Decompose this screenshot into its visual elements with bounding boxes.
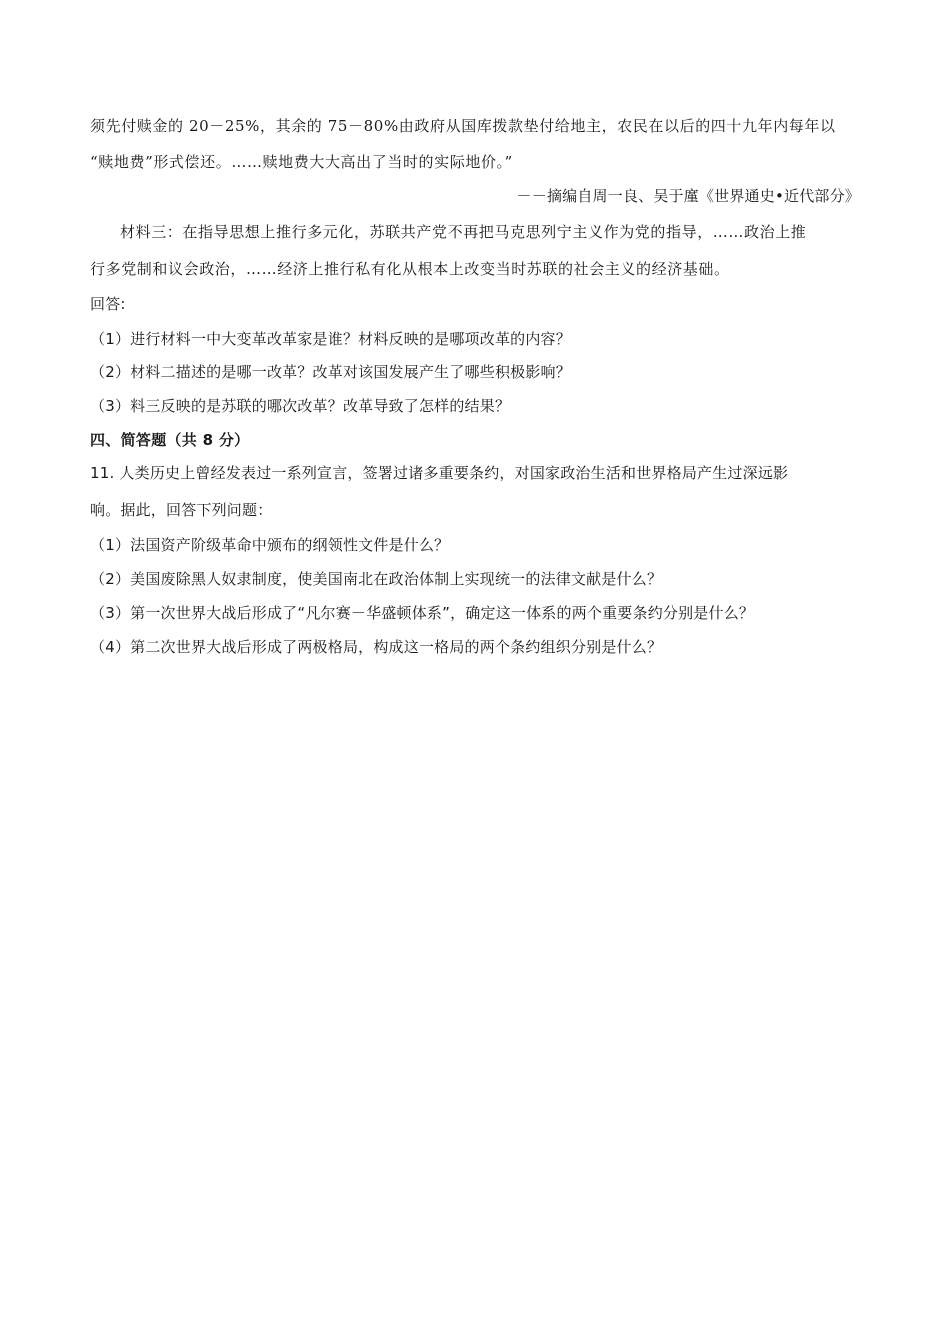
material3-line2: 行多党制和议会政治，……经济上推行私有化从根本上改变当时苏联的社会主义的经济基础。 — [90, 260, 730, 278]
q11-sub2: （2）美国废除黑人奴隶制度，使美国南北在政治体制上实现统一的法律文献是什么？ — [90, 570, 663, 588]
material2-line2: “赎地费”形式偿还。……赎地费大大高出了当时的实际地价。” — [90, 153, 513, 171]
answer-label: 回答: — [90, 295, 126, 313]
q11-sub1: （1）法国资产阶级革命中颁布的纲领性文件是什么？ — [90, 536, 450, 554]
material2-source: －－摘编自周一良、吴于廑《世界通史•近代部分》 — [516, 187, 860, 205]
section4-heading: 四、简答题（共 8 分） — [90, 431, 250, 449]
material2-line1: 须先付赎金的 20－25%，其余的 75－80%由政府从国库拨款垫付给地主，农民在以后的四十九年内每年以 — [90, 117, 836, 135]
q11-sub3: （3）第一次世界大战后形成了“凡尔赛－华盛顿体系”，确定这一体系的两个重要条约分别是什么？ — [90, 604, 755, 622]
q10-sub2: （2）材料二描述的是哪一改革？改革对该国发展产生了哪些积极影响？ — [90, 363, 571, 381]
q10-sub1: （1）进行材料一中大变革改革家是谁？材料反映的是哪项改革的内容？ — [90, 330, 571, 348]
q11-sub4: （4）第二次世界大战后形成了两极格局，构成这一格局的两个条约组织分别是什么？ — [90, 638, 663, 656]
q10-sub3: （3）料三反映的是苏联的哪次改革？改革导致了怎样的结果？ — [90, 397, 511, 415]
q11-stem-line2: 响。据此，回答下列问题： — [90, 501, 273, 519]
material3-line1: 材料三：在指导思想上推行多元化，苏联共产党不再把马克思列宁主义作为党的指导，……政治上推 — [120, 223, 807, 241]
q11-stem-line1: 11. 人类历史上曾经发表过一系列宣言，签署过诸多重要条约，对国家政治生活和世界格局产生过深远影 — [90, 464, 789, 482]
